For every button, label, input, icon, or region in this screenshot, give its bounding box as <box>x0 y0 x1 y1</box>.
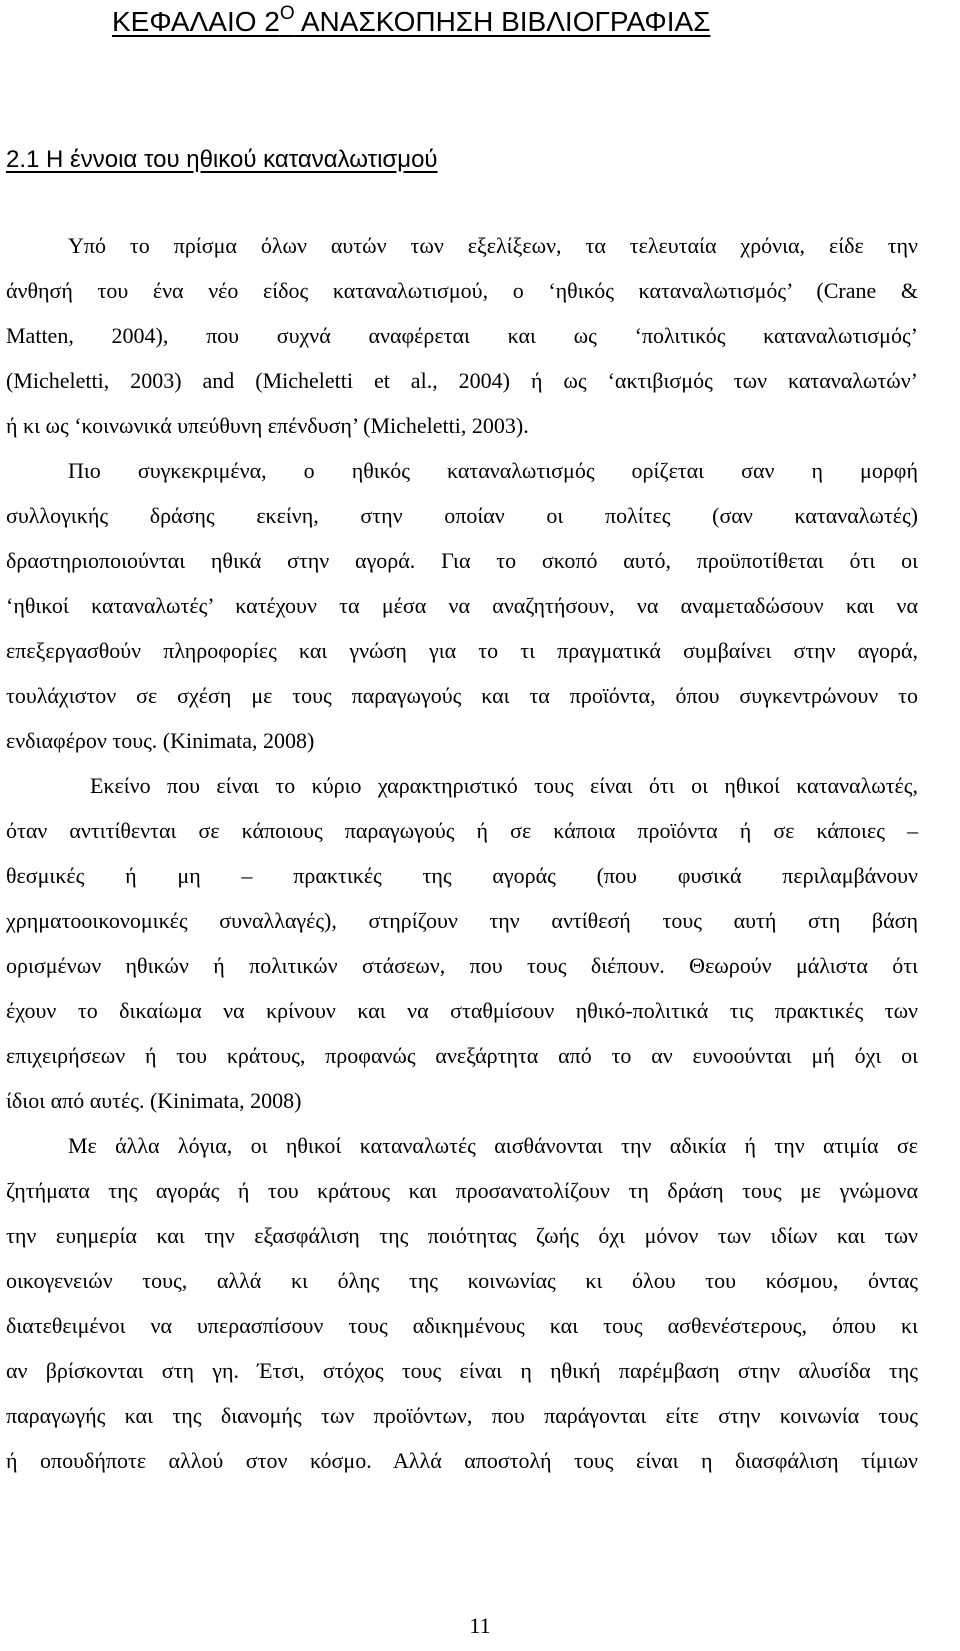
paragraph-line: ή κι ως ‘κοινωνικά υπεύθυνη επένδυση’ (Micheletti, 2003). <box>6 413 529 438</box>
paragraph-line: ίδιοι από αυτές. (Kinimata, 2008) <box>6 1088 302 1113</box>
paragraph-line: ορισμένων ηθικών ή πολιτικών στάσεων, που τους διέπουν. Θεωρούν μάλιστα ότι <box>6 953 918 978</box>
paragraph-line: (Micheletti, 2003) and (Micheletti et al., 2004) ή ως ‘ακτιβισμός των καταναλωτών’ <box>6 368 918 393</box>
chapter-title <box>112 2 710 42</box>
chapter-title-superscript: Ο <box>279 3 295 24</box>
paragraph-line: Matten, 2004), που συχνά αναφέρεται και ως ‘πολιτικός καταναλωτισμός’ <box>6 323 918 348</box>
paragraph-line: όταν αντιτίθενται σε κάποιους παραγωγούς ή σε κάποια προϊόντα ή σε κάποιες – <box>6 818 918 843</box>
paragraph-line: τουλάχιστον σε σχέση με τους παραγωγούς και τα προϊόντα, όπου συγκεντρώνουν το <box>6 683 918 708</box>
paragraph-line: επιχειρήσεων ή του κράτους, προφανώς ανεξάρτητα από το αν ευνοούνται μή όχι οι <box>6 1043 918 1068</box>
paragraph-line: διατεθειμένοι να υπερασπίσουν τους αδικημένους και τους ασθενέστερους, όπου κι <box>6 1313 918 1338</box>
paragraph-line: άνθησή του ένα νέο είδος καταναλωτισμού, ο ‘ηθικός καταναλωτισμός’ (Crane & <box>6 278 918 303</box>
paragraph-line: Υπό το πρίσμα όλων αυτών των εξελίξεων, τα τελευταία χρόνια, είδε την <box>68 233 918 258</box>
paragraph-line: ενδιαφέρον τους. (Kinimata, 2008) <box>6 728 315 753</box>
section-title: 2.1 Η έννοια του ηθικού καταναλωτισμού <box>6 146 438 173</box>
paragraph-line: Εκείνο που είναι το κύριο χαρακτηριστικό τους είναι ότι οι ηθικοί καταναλωτές, <box>90 773 918 798</box>
paragraph-line: αν βρίσκονται στη γη. Έτσι, στόχος τους είναι η ηθική παρέμβαση στην αλυσίδα της <box>6 1358 918 1383</box>
chapter-title-prefix: ΚΕΦΑΛΑΙΟ 2 <box>112 6 280 37</box>
page-number: 11 <box>469 1613 491 1638</box>
paragraph-line: ζητήματα της αγοράς ή του κράτους και προσανατολίζουν τη δράση τους με γνώμονα <box>6 1178 918 1203</box>
paragraph-line: δραστηριοποιούνται ηθικά στην αγορά. Για το σκοπό αυτό, προϋποτίθεται ότι οι <box>6 548 918 573</box>
paragraph-line: θεσμικές ή μη – πρακτικές της αγοράς (που φυσικά περιλαμβάνουν <box>6 863 918 888</box>
paragraph-line: επεξεργασθούν πληροφορίες και γνώση για το τι πραγματικά συμβαίνει στην αγορά, <box>6 638 918 663</box>
paragraph-line: ‘ηθικοί καταναλωτές’ κατέχουν τα μέσα να αναζητήσουν, να αναμεταδώσουν και να <box>6 593 918 618</box>
paragraph-line: έχουν το δικαίωμα να κρίνουν και να σταθμίσουν ηθικό-πολιτικά τις πρακτικές των <box>6 998 918 1023</box>
paragraph-line: Με άλλα λόγια, οι ηθικοί καταναλωτές αισθάνονται την αδικία ή την ατιμία σε <box>68 1133 918 1158</box>
paragraph-line: οικογενειών τους, αλλά κι όλης της κοινωνίας κι όλου του κόσμου, όντας <box>6 1268 918 1293</box>
paragraph-line: ή οπουδήποτε αλλού στον κόσμο. Αλλά αποστολή τους είναι η διασφάλιση τίμιων <box>6 1448 918 1473</box>
paragraph-line: συλλογικής δράσης εκείνη, στην οποίαν οι πολίτες (σαν καταναλωτές) <box>6 503 918 528</box>
chapter-title-rest: ΑΝΑΣΚΟΠΗΣΗ ΒΙΒΛΙΟΓΡΑΦΙΑΣ <box>294 6 711 37</box>
paragraph-line: την ευημερία και την εξασφάλιση της ποιότητας ζωής όχι μόνον των ιδίων και των <box>6 1223 918 1248</box>
paragraph-line: παραγωγής και της διανομής των προϊόντων, που παράγονται είτε στην κοινωνία τους <box>6 1403 918 1428</box>
paragraph-line: Πιο συγκεκριμένα, ο ηθικός καταναλωτισμός ορίζεται σαν η μορφή <box>68 458 918 483</box>
paragraph-line: χρηματοοικονομικές συναλλαγές), στηρίζουν την αντίθεσή τους αυτή στη βάση <box>6 908 918 933</box>
